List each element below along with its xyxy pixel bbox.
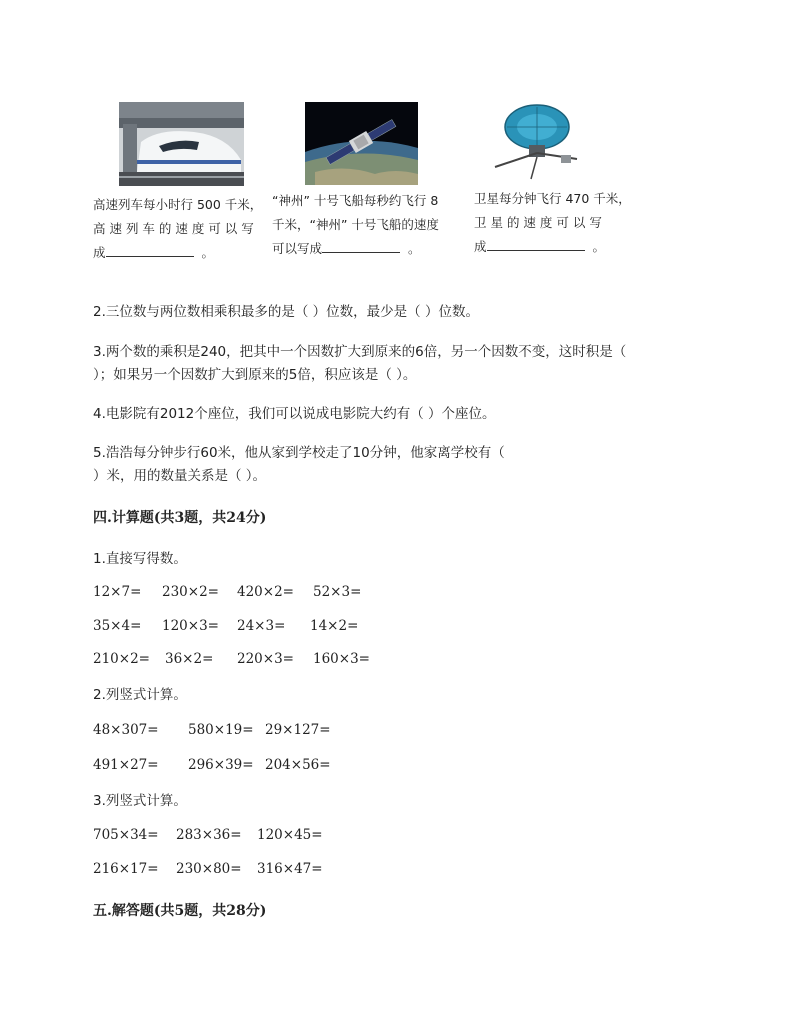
- question-2: 2.三位数与两位数相乘积最多的是（ ）位数，最少是（ ）位数。: [93, 304, 479, 320]
- calc-item: 36×2=: [165, 651, 214, 667]
- calc-item: 24×3=: [237, 618, 286, 634]
- satellite-image: [491, 97, 584, 185]
- ship-answer-blank[interactable]: [322, 238, 400, 253]
- train-answer-blank[interactable]: [106, 242, 194, 257]
- calc-item: 210×2=: [93, 651, 150, 667]
- high-speed-train-image: [119, 102, 244, 186]
- calc-item: 230×80=: [176, 861, 242, 877]
- question-5-line-1: 5.浩浩每分钟步行60米，他从家到学校走了10分钟，他家离学校有（: [93, 445, 505, 461]
- calc-item: 296×39=: [188, 757, 254, 773]
- ship-caption: [272, 189, 439, 261]
- satellite-caption: [474, 187, 631, 259]
- question-4: 4.电影院有2012个座位，我们可以说成电影院大约有（ ）个座位。: [93, 406, 496, 422]
- question-3-line-2: ）；如果另一个因数扩大到原来的5倍，积应该是（ ）。: [93, 367, 417, 383]
- calc-item: 420×2=: [237, 584, 294, 600]
- satellite-caption-line-2: 卫 星 的 速 度 可 以 写: [474, 215, 602, 230]
- calc-item: 120×3=: [162, 618, 219, 634]
- calc-item: 120×45=: [257, 827, 323, 843]
- calc-item: 52×3=: [313, 584, 362, 600]
- question-3-line-1: 3.两个数的乘积是240，把其中一个因数扩大到原来的6倍，另一个因数不变，这时积是（: [93, 344, 627, 360]
- calc-item: 491×27=: [93, 757, 159, 773]
- ship-caption-line-3: 可以写成 。: [272, 237, 439, 261]
- satellite-answer-blank[interactable]: [487, 236, 585, 251]
- ship-caption-line-1: “神州” 十号飞船每秒约飞行 8: [272, 193, 439, 208]
- calc-item: 580×19=: [188, 722, 254, 738]
- satellite-caption-line-3: 成 。: [474, 235, 631, 259]
- calc-item: 48×307=: [93, 722, 159, 738]
- calc-item: 216×17=: [93, 861, 159, 877]
- section-4-title: 四.计算题(共3题，共24分): [93, 510, 267, 526]
- calc-item: 14×2=: [310, 618, 359, 634]
- calc-item: 230×2=: [162, 584, 219, 600]
- question-5-line-2: ）米，用的数量关系是（ ）。: [93, 468, 267, 484]
- calc-item: 160×3=: [313, 651, 370, 667]
- calc-item: 705×34=: [93, 827, 159, 843]
- train-caption-line-2: 高 速 列 车 的 速 度 可 以 写: [93, 221, 254, 236]
- ship-caption-line-2: 千米，“神州” 十号飞船的速度: [272, 217, 439, 232]
- calc-item: 220×3=: [237, 651, 294, 667]
- calc-item: 35×4=: [93, 618, 142, 634]
- section-4-problem-2-title: 2.列竖式计算。: [93, 687, 187, 703]
- train-caption-line-3: 成 。: [93, 241, 262, 265]
- calc-item: 12×7=: [93, 584, 142, 600]
- satellite-caption-line-1: 卫星每分钟飞行 470 千米，: [474, 191, 631, 206]
- section-4-problem-1-title: 1.直接写得数。: [93, 551, 187, 567]
- calc-item: 204×56=: [265, 757, 331, 773]
- calc-item: 316×47=: [257, 861, 323, 877]
- train-caption-line-1: 高速列车每小时行 500 千米，: [93, 197, 263, 212]
- calc-item: 29×127=: [265, 722, 331, 738]
- calc-item: 283×36=: [176, 827, 242, 843]
- shenzhou-spaceship-image: [305, 102, 418, 185]
- train-caption: [93, 193, 262, 265]
- section-4-problem-3-title: 3.列竖式计算。: [93, 793, 187, 809]
- section-5-title: 五.解答题(共5题，共28分): [93, 903, 267, 919]
